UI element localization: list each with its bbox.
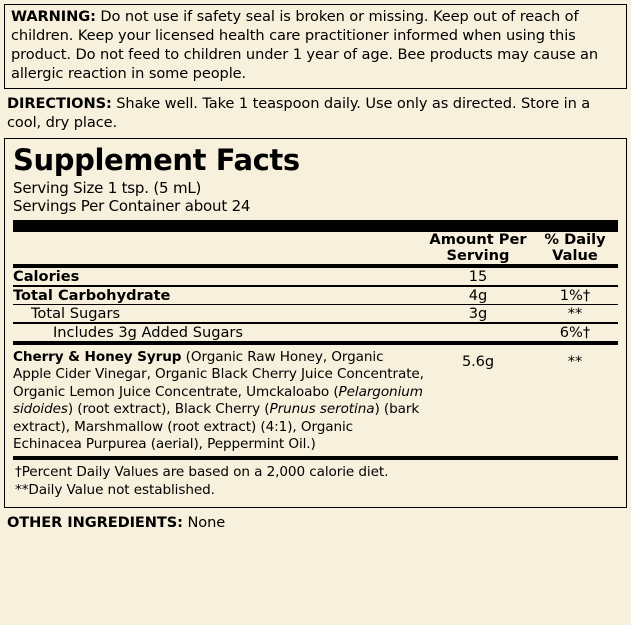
serving-size: Serving Size 1 tsp. (5 mL) bbox=[13, 178, 202, 197]
table-row bbox=[13, 324, 618, 341]
blend-row bbox=[13, 349, 618, 453]
directions-section bbox=[0, 89, 631, 136]
blend-ingredients-3: ) (bark extract), Marshmallow (root extract) (4:1), Organic Echinacea Purpurea (aerial), Peppermint Oil.) bbox=[13, 401, 420, 452]
servings-per-container: Servings Per Container about 24 bbox=[13, 197, 251, 216]
nutrient-table-3 bbox=[13, 305, 618, 322]
blend-table bbox=[13, 349, 618, 453]
blend-italic-1: Pelargonium sidoides bbox=[13, 383, 423, 418]
header-dv-line1: % Daily bbox=[544, 230, 606, 248]
supplement-label-page bbox=[0, 4, 631, 625]
blend-ingredients-2: ) (root extract), Black Cherry ( bbox=[67, 401, 270, 418]
warning-label: WARNING: bbox=[11, 8, 96, 25]
footnotes bbox=[13, 460, 618, 500]
row-dv-added-sugars: 6%† bbox=[559, 323, 591, 341]
warning-text bbox=[11, 8, 620, 84]
table-row bbox=[13, 268, 618, 285]
warning-box bbox=[4, 4, 627, 89]
header-daily-value bbox=[532, 232, 618, 265]
row-name-total-sugars: Total Sugars bbox=[31, 305, 121, 323]
proprietary-blend-block bbox=[13, 345, 618, 456]
table-header-row bbox=[13, 232, 618, 265]
footnote-daily-values: †Percent Daily Values are based on a 2,000 calorie diet. bbox=[15, 464, 389, 481]
blend-ingredients-1: (Organic Raw Honey, Organic Apple Cider Vinegar, Organic Black Cherry Juice Concentrate, Organic Lemon Juice Concentrate, Umckaloabo ( bbox=[13, 349, 424, 400]
row-name-added-sugars: Includes 3g Added Sugars bbox=[53, 323, 244, 341]
blend-description bbox=[13, 349, 424, 453]
row-name-total-carbohydrate: Total Carbohydrate bbox=[13, 286, 171, 304]
row-name-calories: Calories bbox=[13, 268, 80, 286]
nutrient-table-2 bbox=[13, 287, 618, 304]
row-dv-total-sugars: ** bbox=[567, 305, 583, 323]
row-amount-calories: 15 bbox=[468, 268, 488, 286]
blend-amount: 5.6g bbox=[461, 353, 495, 370]
supplement-facts-title: Supplement Facts bbox=[13, 143, 300, 178]
nutrient-table-4 bbox=[13, 324, 618, 341]
blend-italic-2: Prunus serotina bbox=[269, 401, 375, 418]
row-amount-added-sugars bbox=[424, 324, 532, 341]
footnote-dv-not-established: **Daily Value not established. bbox=[15, 482, 215, 499]
supplement-facts-table bbox=[13, 232, 618, 265]
other-ingredients-body: None bbox=[182, 513, 226, 531]
header-blank bbox=[13, 232, 424, 265]
table-row bbox=[13, 305, 618, 322]
nutrient-table bbox=[13, 268, 618, 285]
table-row bbox=[13, 287, 618, 304]
header-amount-line2: Serving bbox=[446, 246, 510, 264]
directions-body: Shake well. Take 1 teaspoon daily. Use only as directed. Store in a cool, dry place. bbox=[7, 94, 591, 131]
blend-name: Cherry & Honey Syrup bbox=[13, 349, 182, 365]
other-ingredients-label: OTHER INGREDIENTS: bbox=[7, 513, 183, 531]
row-dv-total-carbohydrate: 1%† bbox=[559, 286, 591, 304]
header-amount-per-serving bbox=[424, 232, 532, 265]
supplement-facts-panel bbox=[4, 138, 627, 507]
row-dv-calories bbox=[532, 268, 618, 285]
other-ingredients-section bbox=[0, 508, 631, 534]
warning-body: Do not use if safety seal is broken or missing. Keep out of reach of children. Keep your licensed health care practitioner informed when using this product. Do not feed to children under 1 year of age. Bee products may cause an allergic reaction in some people. bbox=[11, 8, 599, 82]
blend-dv: ** bbox=[567, 353, 583, 370]
header-amount-line1: Amount Per bbox=[429, 230, 527, 248]
header-dv-line2: Value bbox=[552, 246, 598, 264]
row-amount-total-sugars: 3g bbox=[468, 305, 488, 323]
row-amount-total-carbohydrate: 4g bbox=[468, 286, 488, 304]
directions-label: DIRECTIONS: bbox=[7, 94, 112, 112]
heavy-rule-top bbox=[13, 220, 618, 232]
